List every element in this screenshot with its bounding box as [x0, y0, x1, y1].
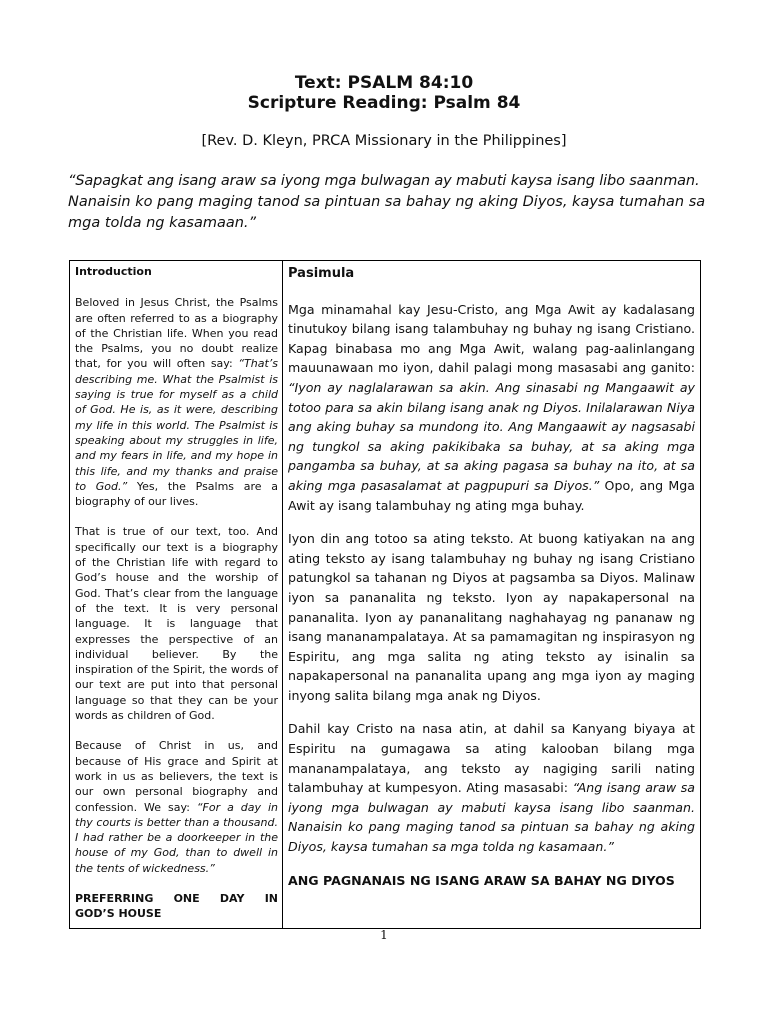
- tagalog-paragraph-3: Dahil kay Cristo na nasa atin, at dahil sa Kanyang biyaya at Espiritu na gumagawa sa ating kalooban bilang mga mananampalataya, ang teksto ay nagiging sarili nating talambuhay at kumpesyon. Ating masasabi: “Ang isang araw sa iyong mga bulwagan ay mabuti kaysa isang libo saanman. Nanaisin ko pang maging tanod sa pintuan sa bahay ng aking Diyos, kaysa tumahan sa mga tolda ng kasamaan.”: [288, 721, 695, 855]
- tagalog-paragraph-3-quote: “Ang isang araw sa iyong mga bulwagan ay mabuti kaysa isang libo saanman. Nanaisin ko pang maging tanod sa pintuan sa bahay ng aking Diyos, kaysa tumahan sa mga tolda ng kasamaan.”: [288, 780, 695, 855]
- quote-line-1: “Sapagkat ang isang araw sa iyong mga bulwagan ay mabuti kaysa isang libo saanman.: [68, 173, 700, 189]
- page-number: 1: [380, 928, 388, 942]
- english-paragraph-1: Beloved in Jesus Christ, the Psalms are often referred to as a biography of the Christian life. When you read the Psalms, you no doubt realize that, for you will often say: “That’s describing me. What the Psalmist is saying is true for myself as a child of God. He is, as it were, describing my life in this world. The Psalmist is speaking about my struggles in life, and my fears in life, and my hope in this life, and my thanks and praise to God.” Yes, the Psalms are a biography of our lives.: [75, 296, 278, 509]
- english-heading: Introduction: [75, 265, 152, 278]
- quote-line-3: mga tolda ng kasamaan.”: [68, 215, 257, 231]
- english-paragraph-2: That is true of our text, too. And specifically our text is a biography of the Christian life with regard to God’s house and the worship of God. That’s clear from the language of the text. It is very personal language. It is language that expresses the perspective of an individual believer. By the inspiration of the Spirit, the words of our text are put into that personal language so that they can be your words as children of God.: [75, 525, 278, 723]
- tagalog-paragraph-1: Mga minamahal kay Jesu-Cristo, ang Mga Awit ay kadalasang tinutukoy bilang isang talambuhay ng buhay ng isang Cristiano. Kapag binabasa mo ang Mga Awit, walang pag-aalinlangang mauunawaan mo iyon, dahil palagi mong masasabi ang ganito: “Iyon ay naglalarawan sa akin. Ang sinasabi ng Mangaawit ay totoo para sa akin bilang isang anak ng Diyos. Inilalarawan Niya ang aking buhay sa mundong ito. Ang Mangaawit ay nagsasabi ng tungkol sa aking pakikibaka sa buhay, at sa aking mga pangamba sa buhay, at sa aking pagasa sa buhay na ito, at sa aking mga pasasalamat at pagpupuri sa Diyos.” Opo, ang Mga Awit ay isang talambuhay ng ating mga buhay.: [288, 301, 695, 513]
- scripture-quote: [68, 171, 708, 234]
- english-paragraph-1-quote: “That’s describing me. What the Psalmist is saying is true for myself as a child of God. He is, as it were, describing my life in this world. The Psalmist is speaking about my struggles in life, and my fears in life, and my hope in this life, and my thanks and praise to God.”: [75, 357, 278, 493]
- tagalog-paragraph-1-quote: “Iyon ay naglalarawan sa akin. Ang sinasabi ng Mangaawit ay totoo para sa akin bilang isang anak ng Diyos. Inilalarawan Niya ang aking buhay sa mundong ito. Ang Mangaawit ay nagsasabi ng tungkol sa aking pakikibaka sa buhay, at sa aking mga pangamba sa buhay, at sa aking pagasa sa buhay na ito, at sa aking mga pasasalamat at pagpupuri sa Diyos.”: [288, 379, 695, 493]
- english-column: [70, 261, 283, 929]
- english-section-heading-line-1: PREFERRING ONE DAY IN: [75, 891, 278, 905]
- author-line: [Rev. D. Kleyn, PRCA Missionary in the Philippines]: [201, 133, 567, 149]
- document-title: Text: PSALM 84:10: [294, 73, 474, 93]
- english-paragraph-3-quote: “For a day in thy courts is better than a thousand. I had rather be a doorkeeper in the house of my God, than to dwell in the tents of wickedness.”: [75, 800, 278, 875]
- tagalog-column: [283, 261, 701, 929]
- document-subtitle: Scripture Reading: Psalm 84: [247, 93, 521, 113]
- english-paragraph-3: Because of Christ in us, and because of His grace and Spirit at work in us as believers, the text is our own personal biography and confession. We say: “For a day in thy courts is better than a thousand. I had rather be a doorkeeper in the house of my God, than to dwell in the tents of wickedness.”: [75, 739, 278, 875]
- quote-line-2: Nanaisin ko pang maging tanod sa pintuan sa bahay ng aking Diyos, kaysa tumahan sa: [68, 194, 706, 210]
- tagalog-section-heading: ANG PAGNANAIS NG ISANG ARAW SA BAHAY NG DIYOS: [288, 872, 675, 888]
- bilingual-sermon-table: [69, 260, 701, 929]
- english-section-heading-line-2: GOD’S HOUSE: [75, 907, 162, 921]
- tagalog-paragraph-2: Iyon din ang totoo sa ating teksto. At buong katiyakan na ang ating teksto ay isang talambuhay ng buhay ng isang Cristiano patungkol sa tahanan ng Diyos at pagsamba sa Diyos. Malinaw iyon sa pananalita ng teksto. Iyon ay napakapersonal na pananalita. Iyon ay pananalitang naghahayag ng pananaw ng isang mananampalataya. At sa pamamagitan ng inspirasyon ng Espiritu, ang mga salita ng ating teksto ay isinalin sa napakapersonal na pananalita upang ang mga iyon ay maging inyong salita bilang mga anak ng Diyos.: [288, 531, 695, 703]
- tagalog-heading: Pasimula: [288, 266, 355, 281]
